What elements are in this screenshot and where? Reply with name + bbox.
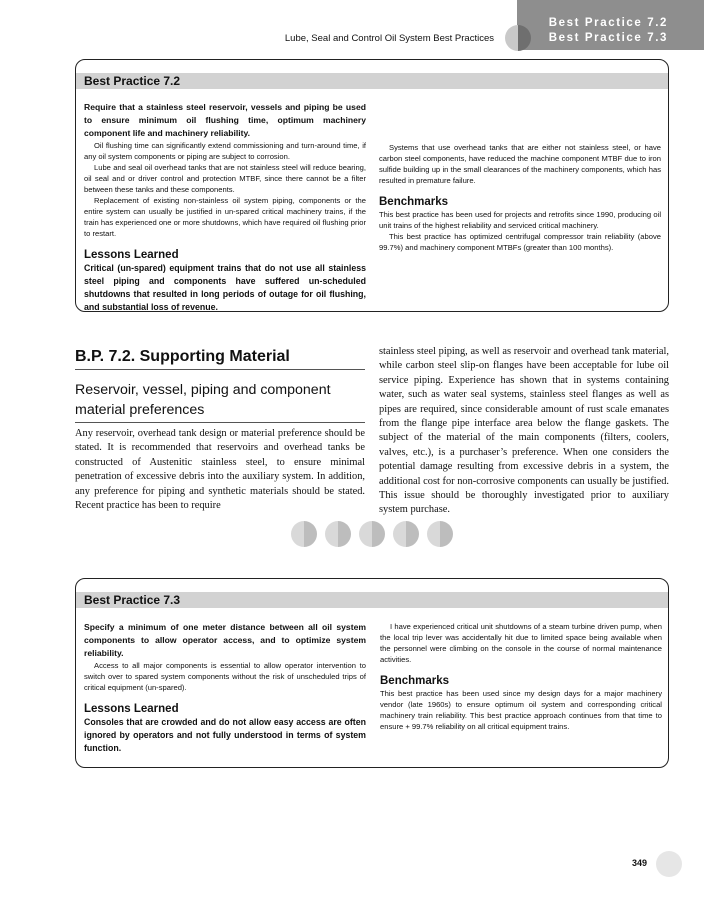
box-title: Best Practice 7.2 [84,74,181,88]
header-tab-line2: Best Practice 7.3 [548,32,668,44]
paragraph: Replacement of existing non-stainless oil system piping, components or the entire system can usually be justified in un-spared critical machinery trains, if the train has experienced one or more shutdowns, which have required oil flushing prior to restart. [84,196,366,238]
box-header [76,592,668,608]
section-divider-dot [325,521,351,547]
box-header [76,73,668,89]
lessons-text: Consoles that are crowded and do not allow easy access are often ignored by operators and not fully understood in terms of system function. [84,717,366,753]
bp-statement: Require that a stainless steel reservoir, vessels and piping be used to ensure minimum oil flushing time, optimum machinery component life and machinery reliability. [84,102,366,138]
paragraph: Any reservoir, overhead tank design or material preference should be stated. It is recommended that reservoirs and overhead tanks be constructed of Austenitic stainless steel, to ensure minimal penetration of excessive debris into the auxiliary system. In addition, any preference for piping and synthetic materials should be stated. Recent practice has been to require [75,428,365,512]
left-column [84,621,366,755]
benchmarks-text: This best practice has been used for projects and retrofits since 1990, producing oil unit trains of the highest reliability and serviced critical machinery. [379,210,661,230]
bp72-right-column [379,100,661,253]
right-column [380,621,662,732]
divider [75,369,365,370]
section-subtitle: Reservoir, vessel, piping and component material preferences [75,382,331,418]
benchmarks-heading: Benchmarks [379,196,449,208]
page-number: 349 [632,858,648,868]
box-title: Best Practice 7.3 [84,593,181,607]
header-tab-line1: Best Practice 7.2 [548,17,668,29]
section-divider-dot [291,521,317,547]
benchmarks-text: This best practice has optimized centrifugal compressor train reliability (above 99.7%) and machinery component MTBFs (greater than 100 months). [379,232,661,252]
paragraph: stainless steel piping, as well as reservoir and overhead tank material, while carbon steel slip-on flanges have been acceptable for lube oil service piping. Experience has shown that in systems containing water, such as water seal systems, stainless steel flanges as well as pipes are required, since considerable amount of rust scale emanates from the flange pipe interface area below the flange gaskets. The subject of the material of the main components (filters, coolers, valves, etc.), is a purchaser’s preference. When one considers the potential damage resulting from excessive debris in a system, the additional cost for non-corrosive components can usually be justified. This issue should be thoroughly investigated prior to auxiliary system purchase. [379,346,669,516]
left-column [84,101,366,314]
bp-statement: Specify a minimum of one meter distance between all oil system components to allow operator access, and to optimize system reliability. [84,622,366,658]
paragraph: Lube and seal oil overhead tanks that are not stainless steel will reduce bearing, oil seal and or driver control and protection MTBF, since there cannot be a filter between these tanks and these components. [84,163,366,194]
benchmarks-heading: Benchmarks [380,675,450,687]
paragraph: Oil flushing time can significantly extend commissioning and turn-around time, if any oil system components or piping are subject to corrosion. [84,141,366,161]
paragraph: I have experienced critical unit shutdowns of a steam turbine driven pump, when the local trip lever was accidentally hit due to limited space being available when the personnel were climbing on the console in the course of normal maintenance activities. [380,622,662,664]
lessons-heading: Lessons Learned [84,249,179,261]
benchmarks-text: This best practice has been used since my design days for a major machinery vendor (late 1960s) to ensure optimum oil system and corresponding critical machinery train reliability. This best practice approach continues from that time to ensure + 99.7% reliability on all critical equipment trains. [380,689,662,731]
paragraph: Systems that use overhead tanks that are either not stainless steel, or have carbon steel components, have reduced the machine component MTBF due to iron sulfide building up in the small clearances of the machinery components, which has resulted in premature failure. [379,143,661,185]
supporting-right-text [379,345,669,518]
page-corner-circle [656,851,682,877]
running-title: Lube, Seal and Control Oil System Best Practices [284,33,494,44]
best-practice-7-3-box [75,578,669,768]
section-title: B.P. 7.2. Supporting Material [75,348,290,365]
divider [75,422,365,423]
lessons-heading: Lessons Learned [84,703,179,715]
header-circle-decoration [505,25,531,51]
lessons-text: Critical (un-spared) equipment trains that do not use all stainless steel piping and components have suffered un-scheduled shutdowns that resulted in long periods of outage for oil flushing, and substantial loss of revenue. [84,263,366,312]
paragraph: Access to all major components is essential to allow operator intervention to switch over to spared system components without the risk of unscheduled trips of critical equipment (un-spared). [84,661,366,692]
section-divider-dot [393,521,419,547]
header-tab [517,0,704,50]
section-divider-dot [359,521,385,547]
supporting-left-text [75,427,365,513]
section-divider-dot [427,521,453,547]
